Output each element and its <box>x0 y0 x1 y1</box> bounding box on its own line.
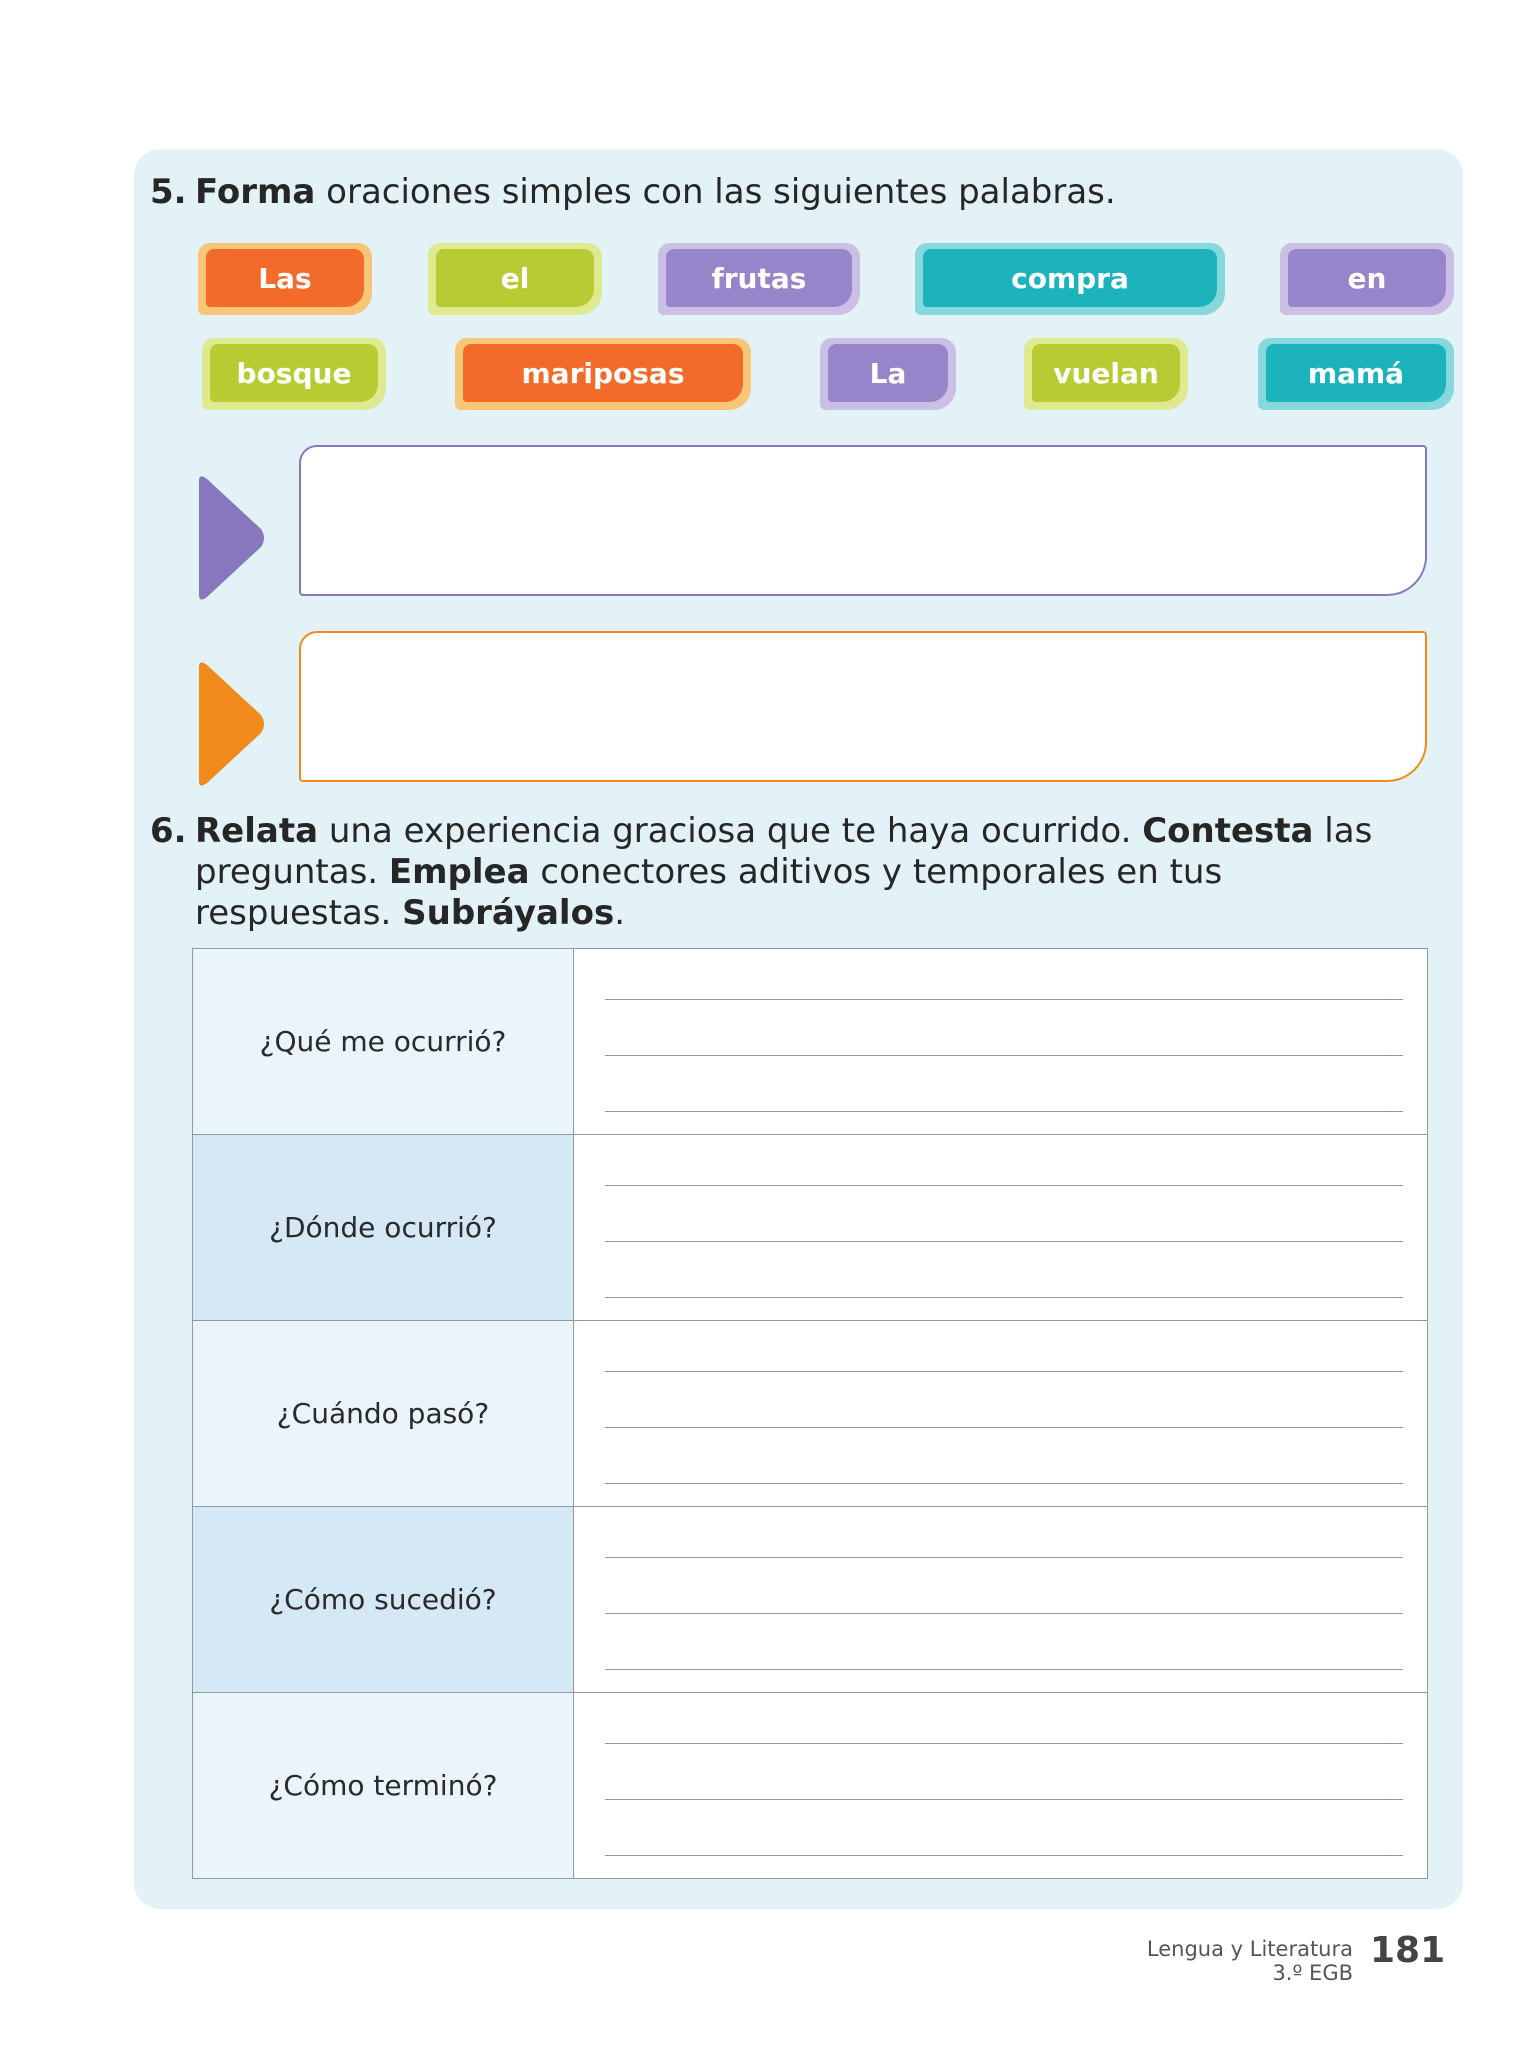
answer-lines-cell[interactable] <box>574 1321 1428 1507</box>
word-chip[interactable] <box>1024 338 1188 410</box>
table-row <box>193 1693 1428 1879</box>
writing-line <box>605 1483 1403 1484</box>
question-cell: ¿Cuándo pasó? <box>193 1321 574 1507</box>
writing-line <box>605 1669 1403 1670</box>
writing-line <box>605 1111 1403 1112</box>
exercise-number: 5. <box>150 172 187 212</box>
word-chip[interactable] <box>202 338 386 410</box>
page-number: 181 <box>1370 1930 1446 1971</box>
writing-line <box>605 1743 1403 1744</box>
instruction-verb: Relata <box>195 811 319 851</box>
subject-name: Lengua y Literatura <box>1146 1937 1353 1961</box>
writing-line <box>605 1185 1403 1186</box>
question-cell: ¿Dónde ocurrió? <box>193 1135 574 1321</box>
instruction-verb: Forma <box>195 172 316 212</box>
word-chip[interactable] <box>428 243 602 315</box>
answer-lines-cell[interactable] <box>574 1693 1428 1879</box>
writing-line <box>605 1799 1403 1800</box>
table-row <box>193 949 1428 1135</box>
word-chip-label: La <box>828 344 948 402</box>
sentence-answer-box[interactable] <box>299 445 1427 596</box>
answer-lines-cell[interactable] <box>574 1135 1428 1321</box>
sentence-answer-box[interactable] <box>299 631 1427 782</box>
writing-line <box>605 1427 1403 1428</box>
writing-line <box>605 1613 1403 1614</box>
writing-line <box>605 1371 1403 1372</box>
instruction-text: conectores aditivos y temporales en tus respuestas. <box>195 852 1223 933</box>
orange-arrow-icon <box>193 659 267 789</box>
exercise-number: 6. <box>150 811 187 851</box>
grade-label: 3.º EGB <box>1272 1961 1353 1985</box>
word-chip-label: bosque <box>210 344 378 402</box>
instruction-text: . <box>614 893 625 933</box>
word-chip[interactable] <box>1280 243 1454 315</box>
word-chip[interactable] <box>198 243 372 315</box>
writing-line <box>605 1241 1403 1242</box>
table-row <box>193 1321 1428 1507</box>
word-chip-label: mamá <box>1266 344 1446 402</box>
instruction-verb: Contesta <box>1142 811 1314 851</box>
exercise-5-instruction <box>150 172 1395 213</box>
word-chip-label: mariposas <box>463 344 743 402</box>
word-chip[interactable] <box>658 243 860 315</box>
answer-lines-cell[interactable] <box>574 949 1428 1135</box>
instruction-text: oraciones simples con las siguientes palabras. <box>315 172 1116 212</box>
writing-line <box>605 1297 1403 1298</box>
writing-line <box>605 1557 1403 1558</box>
question-cell: ¿Cómo sucedió? <box>193 1507 574 1693</box>
word-chip-label: en <box>1288 249 1446 307</box>
word-chip-label: compra <box>923 249 1217 307</box>
word-chip[interactable] <box>820 338 956 410</box>
writing-line <box>605 999 1403 1000</box>
table-row <box>193 1507 1428 1693</box>
instruction-verb: Emplea <box>388 852 530 892</box>
answer-lines-cell[interactable] <box>574 1507 1428 1693</box>
writing-line <box>605 1855 1403 1856</box>
questions-table <box>192 948 1428 1879</box>
writing-line <box>605 1055 1403 1056</box>
word-chip-label: frutas <box>666 249 852 307</box>
footer-subject <box>1147 1937 1353 1985</box>
exercise-6-instruction <box>150 811 1405 934</box>
word-chip[interactable] <box>455 338 751 410</box>
instruction-text: una experiencia graciosa que te haya ocurrido. <box>318 811 1143 851</box>
word-chip-label: el <box>436 249 594 307</box>
table-row <box>193 1135 1428 1321</box>
word-chip-label: vuelan <box>1032 344 1180 402</box>
word-chip-label: Las <box>206 249 364 307</box>
word-chip[interactable] <box>1258 338 1454 410</box>
instruction-verb: Subráyalos <box>402 893 615 933</box>
instruction-text: las preguntas. <box>195 811 1373 892</box>
word-chip[interactable] <box>915 243 1225 315</box>
question-cell: ¿Qué me ocurrió? <box>193 949 574 1135</box>
purple-arrow-icon <box>193 473 267 603</box>
question-cell: ¿Cómo terminó? <box>193 1693 574 1879</box>
